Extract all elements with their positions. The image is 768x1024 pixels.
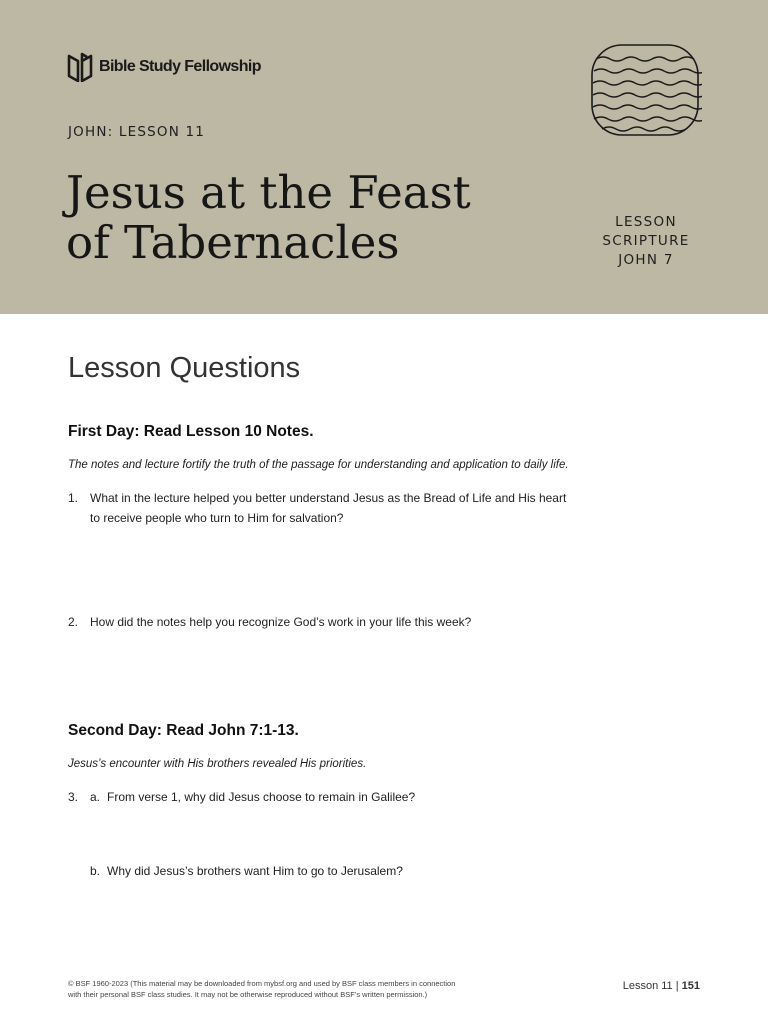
subquestion-label-a: a. — [90, 790, 101, 804]
waves-icon — [590, 43, 702, 144]
brand-name: Bible Study Fellowship — [99, 58, 261, 75]
open-book-icon — [67, 52, 93, 82]
question-3b — [68, 861, 588, 881]
lesson-title-line-2: of Tabernacles — [66, 216, 400, 269]
page-number: 151 — [681, 980, 700, 992]
question-text-line-2: to receive people who turn to Him for salvation? — [90, 511, 344, 525]
header-band — [0, 0, 768, 314]
first-day-title: First Day: Read Lesson 10 Notes. — [68, 423, 314, 440]
question-2 — [68, 612, 588, 632]
second-day-intro: Jesus’s encounter with His brothers revealed His priorities. — [68, 758, 367, 770]
scripture-line-3: JOHN 7 — [618, 252, 674, 268]
lesson-series-label: JOHN: LESSON 11 — [68, 124, 206, 140]
lesson-label: Lesson 11 | — [622, 980, 679, 992]
page-footer — [623, 980, 700, 992]
question-text: From verse 1, why did Jesus choose to remain in Galilee? — [107, 790, 416, 804]
scripture-line-2: SCRIPTURE — [602, 233, 690, 249]
question-text-line-1: What in the lecture helped you better understand Jesus as the Bread of Life and His heart — [90, 491, 567, 505]
lesson-scripture — [590, 213, 702, 270]
second-day-title: Second Day: Read John 7:1-13. — [68, 722, 299, 739]
question-text: Why did Jesus’s brothers want Him to go to Jerusalem? — [107, 864, 403, 878]
subquestion-label-b: b. — [90, 864, 101, 878]
question-number: 2. — [68, 615, 79, 629]
copyright-notice — [68, 978, 468, 1000]
first-day-intro: The notes and lecture fortify the truth of the passage for understanding and application to daily life. — [68, 459, 569, 471]
question-text: How did the notes help you recognize God’s work in your life this week? — [90, 615, 472, 629]
question-number: 3. — [68, 790, 79, 804]
question-number: 1. — [68, 491, 79, 505]
bsf-logo — [67, 52, 261, 82]
lesson-title — [66, 168, 546, 268]
copyright-line-1: © BSF 1960-2023 (This material may be downloaded from mybsf.org and used by BSF class members in connection — [68, 979, 456, 988]
question-1 — [68, 488, 588, 528]
question-3a — [68, 787, 588, 807]
scripture-line-1: LESSON — [615, 214, 677, 230]
section-title: Lesson Questions — [68, 352, 301, 384]
lesson-title-line-1: Jesus at the Feast — [66, 166, 471, 219]
copyright-line-2: with their personal BSF class studies. It may not be otherwise reproduced without BSF’s written permission.) — [68, 990, 428, 999]
